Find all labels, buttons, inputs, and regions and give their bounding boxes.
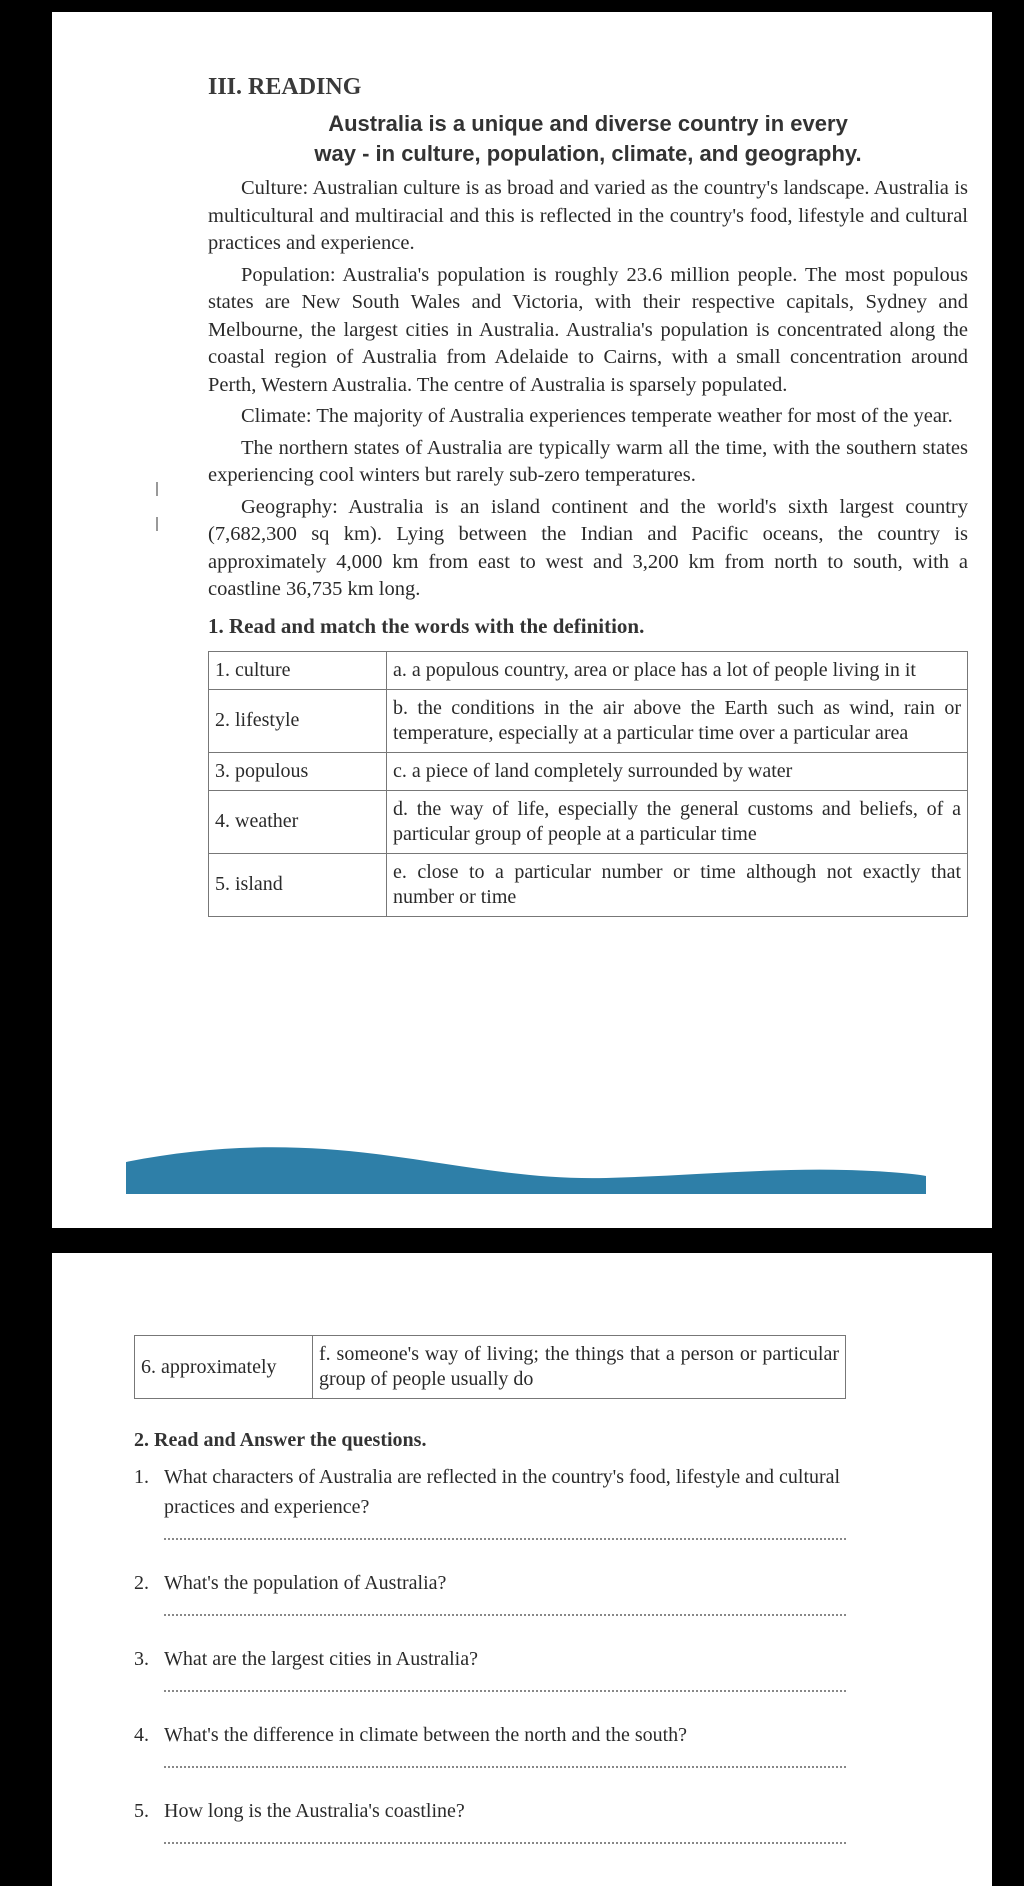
question xyxy=(134,1644,846,1674)
margin-mark xyxy=(156,517,158,531)
word-cell: 5. island xyxy=(209,853,387,916)
question-text: What's the difference in climate between the north and the south? xyxy=(164,1724,688,1746)
paragraph-culture: Culture: Australian culture is as broad and varied as the country's landscape. Australia is multicultural and multiracial and this is reflected in the country's food, lifestyle and cultural practices and experience. xyxy=(208,177,968,254)
word-cell: 1. culture xyxy=(209,651,387,689)
page-two xyxy=(52,1253,992,1886)
table-row xyxy=(209,651,968,689)
question-number: 5. xyxy=(134,1800,149,1822)
exercise-1-title: 1. Read and match the words with the definition. xyxy=(208,613,645,638)
paragraph-climate-detail: The northern states of Australia are typically warm all the time, with the southern states experiencing cool winters but rarely sub-zero temperatures. xyxy=(208,436,968,486)
question-text: What are the largest cities in Australia? xyxy=(164,1648,478,1670)
reading-section xyxy=(208,74,968,917)
questions-section xyxy=(134,1335,846,1872)
table-row xyxy=(209,853,968,916)
subtitle-line-1: Australia is a unique and diverse country in every xyxy=(328,111,848,136)
page-one xyxy=(52,12,992,1228)
exercise-2-title: 2. Read and Answer the questions. xyxy=(134,1429,427,1451)
decorative-wave xyxy=(126,1140,926,1194)
definition-cell: c. a piece of land completely surrounded by water xyxy=(387,752,968,790)
match-table xyxy=(208,651,968,917)
subtitle-line-2: way - in culture, population, climate, and geography. xyxy=(314,141,862,166)
question-text: How long is the Australia's coastline? xyxy=(164,1800,465,1822)
question-number: 4. xyxy=(134,1724,149,1746)
definition-cell: d. the way of life, especially the general customs and beliefs, of a particular group of people at a particular time xyxy=(387,790,968,853)
match-table-continued xyxy=(134,1335,846,1399)
word-cell: 6. approximately xyxy=(135,1336,313,1399)
answer-line[interactable] xyxy=(164,1764,846,1768)
question xyxy=(134,1720,846,1750)
table-row xyxy=(209,689,968,752)
definition-cell: e. close to a particular number or time although not exactly that number or time xyxy=(387,853,968,916)
table-row xyxy=(209,790,968,853)
question xyxy=(134,1462,846,1522)
section-heading: III. READING xyxy=(208,74,362,100)
word-cell: 2. lifestyle xyxy=(209,689,387,752)
question-number: 1. xyxy=(134,1466,149,1488)
question xyxy=(134,1796,846,1826)
question-number: 3. xyxy=(134,1648,149,1670)
margin-mark xyxy=(156,482,158,496)
table-row xyxy=(209,752,968,790)
definition-cell: f. someone's way of living; the things that a person or particular group of people usually do xyxy=(313,1336,846,1399)
definition-cell: a. a populous country, area or place has a lot of people living in it xyxy=(387,651,968,689)
paragraph-population: Population: Australia's population is roughly 23.6 million people. The most populous states are New South Wales and Victoria, with their respective capitals, Sydney and Melbourne, the largest cities in Australia. Australia's population is concentrated along the coastal region of Australia from Adelaide to Cairns, with a small concentration around Perth, Western Australia. The centre of Australia is sparsely populated. xyxy=(208,263,968,396)
question-text: What's the population of Australia? xyxy=(164,1572,447,1594)
answer-line[interactable] xyxy=(164,1536,846,1540)
table-row xyxy=(135,1336,846,1399)
question-text: What characters of Australia are reflected in the country's food, lifestyle and cultural practices and experience? xyxy=(164,1466,841,1518)
answer-line[interactable] xyxy=(164,1840,846,1844)
answer-line[interactable] xyxy=(164,1688,846,1692)
definition-cell: b. the conditions in the air above the Earth such as wind, rain or temperature, especially at a particular time over a particular area xyxy=(387,689,968,752)
question xyxy=(134,1568,846,1598)
answer-line[interactable] xyxy=(164,1612,846,1616)
paragraph-geography: Geography: Australia is an island continent and the world's sixth largest country (7,682,300 sq km). Lying between the Indian and Pacific oceans, the country is approximately 4,000 km from east to west and 3,200 km from north to south, with a coastline 36,735 km long. xyxy=(208,495,968,600)
question-number: 2. xyxy=(134,1572,149,1594)
word-cell: 4. weather xyxy=(209,790,387,853)
reading-subtitle xyxy=(208,109,968,169)
word-cell: 3. populous xyxy=(209,752,387,790)
paragraph-climate: Climate: The majority of Australia experiences temperate weather for most of the year. xyxy=(241,405,953,427)
